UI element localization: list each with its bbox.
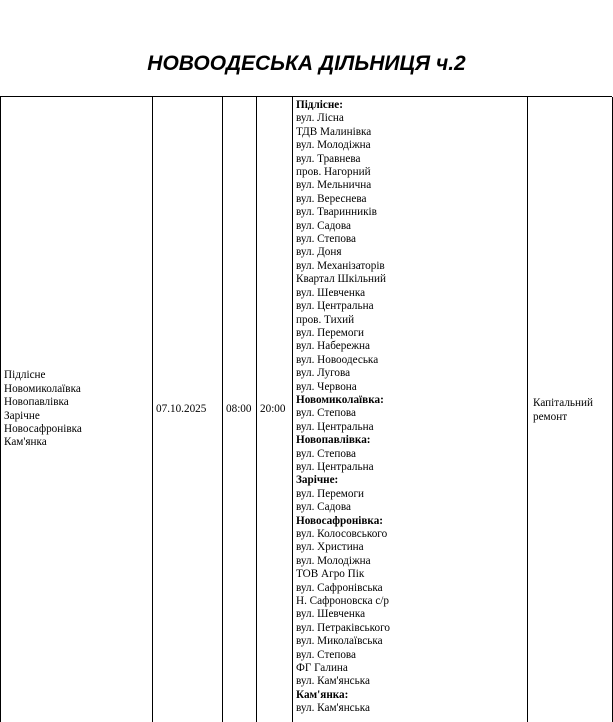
village-item: Новопавлівка (4, 396, 69, 409)
street-item: вул. Христина (296, 541, 364, 554)
street-item: вул. Кам'янська (296, 702, 370, 715)
street-item: вул. Перемоги (296, 487, 365, 500)
street-item: вул. Миколаївська (296, 635, 383, 648)
street-item: вул. Молодіжна (296, 139, 371, 152)
time-from-cell (223, 97, 257, 722)
street-item: вул. Садова (296, 219, 351, 232)
streets-cell (293, 97, 528, 722)
street-item: вул. Колосовського (296, 528, 388, 540)
village-item: Новомиколаївка (4, 382, 81, 395)
street-item: ТОВ Агро Пік (296, 568, 365, 581)
settlement-heading: Новомиколаївка: (296, 393, 384, 406)
time-to: 20:00 (260, 402, 286, 415)
settlement-heading: Підлісне: (296, 99, 343, 111)
outage-date: 07.10.2025 (156, 402, 207, 415)
time-from: 08:00 (226, 402, 252, 415)
village-item: Кам'янка (4, 436, 47, 449)
street-item: вул. Петраківського (296, 621, 390, 634)
outage-reason: Капітальний ремонт (533, 396, 593, 423)
page-title: НОВООДЕСЬКА ДІЛЬНИЦЯ ч.2 (147, 52, 466, 75)
settlement-heading: Зарічне: (296, 474, 339, 487)
village-item: Новосафронівка (4, 422, 82, 435)
outage-table (0, 96, 612, 722)
street-item: вул. Молодіжна (296, 554, 371, 567)
street-item: ФГ Галина (296, 662, 348, 675)
street-item: вул. Центральна (296, 300, 374, 313)
street-item: вул. Травнева (296, 152, 361, 165)
villages-cell (1, 97, 153, 722)
street-item: вул. Перемоги (296, 326, 365, 339)
street-item: вул. Центральна (296, 420, 374, 433)
reason-cell (528, 97, 613, 722)
village-item: Зарічне (4, 409, 40, 422)
time-to-cell (257, 97, 293, 722)
street-item: вул. Степова (296, 233, 357, 246)
settlement-heading: Новопавлівка: (296, 434, 371, 447)
street-item: вул. Кам'янська (296, 675, 370, 688)
street-item: вул. Механізаторів (296, 259, 385, 272)
street-item: вул. Мельнична (296, 179, 372, 192)
villages-list (1, 369, 82, 449)
street-item: вул. Вереснева (296, 192, 367, 205)
street-item: вул. Садова (296, 501, 351, 514)
street-item: пров. Тихий (296, 313, 355, 326)
date-cell (153, 97, 223, 722)
street-item: вул. Шевченка (296, 608, 366, 621)
street-item: вул. Центральна (296, 460, 374, 473)
street-item: Н. Сафроновска с/р (296, 595, 389, 608)
street-item: вул. Набережна (296, 340, 370, 353)
village-item: Підлісне (4, 369, 46, 382)
settlement-heading: Кам'янка: (296, 688, 349, 701)
street-item: вул. Сафронівська (296, 581, 383, 594)
settlement-heading: Новосафронівка: (296, 514, 384, 527)
street-item: вул. Степова (296, 447, 357, 460)
street-item: вул. Шевченка (296, 286, 366, 299)
street-item: вул. Степова (296, 648, 357, 661)
streets-list (293, 97, 527, 716)
street-item: вул. Лугова (296, 367, 351, 380)
street-item: вул. Новоодеська (296, 353, 379, 366)
street-item: ТДВ Малинівка (296, 125, 372, 138)
street-item: Квартал Шкільний (296, 273, 386, 286)
street-item: пров. Нагорний (296, 166, 371, 179)
street-item: вул. Тваринників (296, 206, 377, 219)
street-item: вул. Доня (296, 246, 342, 259)
street-item: вул. Червона (296, 380, 357, 393)
street-item: вул. Лісна (296, 112, 344, 125)
street-item: вул. Степова (296, 407, 357, 420)
